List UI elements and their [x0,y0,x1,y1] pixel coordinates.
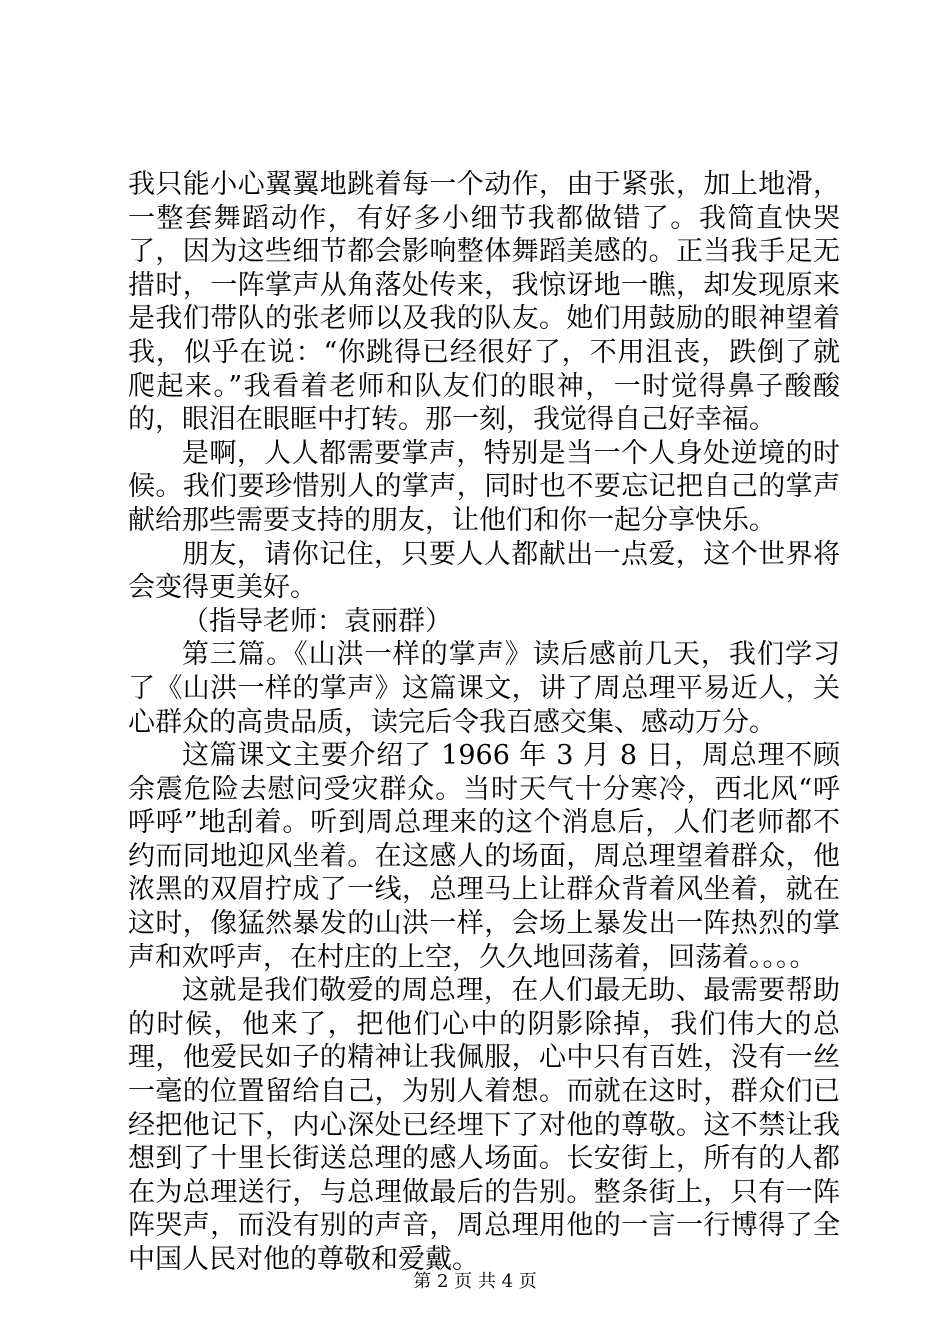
paragraph-1: 我只能小心翼翼地跳着每一个动作，由于紧张，加上地滑，一整套舞蹈动作，有好多小细节我都做错了。我简直快哭了，因为这些细节都会影响整体舞蹈美感的。正当我手足无措时，一阵掌声从角落处传来，我惊讶地一瞧，却发现原来是我们带队的张老师以及我的队友。她们用鼓励的眼神望着我，似乎在说：“你跳得已经很好了，不用沮丧，跌倒了就爬起来。”我看着老师和队友们的眼神，一时觉得鼻子酸酸的，眼泪在眼眶中打转。那一刻，我觉得自己好幸福。 [128,169,840,436]
paragraph-3: 朋友，请你记住，只要人人都献出一点爱，这个世界将会变得更美好。 [128,538,840,604]
paragraph-7: 这就是我们敬爱的周总理，在人们最无助、最需要帮助的时候，他来了，把他们心中的阴影除掉，我们伟大的总理，他爱民如子的精神让我佩服，心中只有百姓，没有一丝一毫的位置留给自己，为别人着想。而就在这时，群众们已经把他记下，内心深处已经埋下了对他的尊敬。这不禁让我想到了十里长街送总理的感人场面。长安街上，所有的人都在为总理送行，与总理做最后的告别。整条街上，只有一阵阵哭声，而没有别的声音，周总理用他的一言一行博得了全中国人民对他的尊敬和爱戴。 [128,975,840,1275]
document-body [128,168,840,1277]
advisor-note: （指导老师：袁丽群） [182,605,452,637]
page-number-label: 第 2 页 共 4 页 [413,1271,537,1292]
page-footer [0,1270,950,1294]
paragraph-6: 这篇课文主要介绍了 1966 年 3 月 8 日，周总理不顾余震危险去慰问受灾群众。当时天气十分寒冷，西北风“呼呼呼”地刮着。听到周总理来的这个消息后，人们老师都不约而同地迎风坐着。在这感人的场面，周总理望着群众，他浓黑的双眉拧成了一线，总理马上让群众背着风坐着，就在这时，像猛然暴发的山洪一样，会场上暴发出一阵热烈的掌声和欢呼声，在村庄的上空，久久地回荡着，回荡着。。。。 [128,740,840,973]
paragraph-5: 第三篇。《山洪一样的掌声》读后感前几天，我们学习了《山洪一样的掌声》这篇课文，讲了周总理平易近人，关心群众的高贵品质，读完后令我百感交集、感动万分。 [128,639,840,738]
paragraph-2: 是啊，人人都需要掌声，特别是当一个人身处逆境的时候。我们要珍惜别人的掌声，同时也不要忘记把自己的掌声献给那些需要支持的朋友，让他们和你一起分享快乐。 [128,437,840,536]
